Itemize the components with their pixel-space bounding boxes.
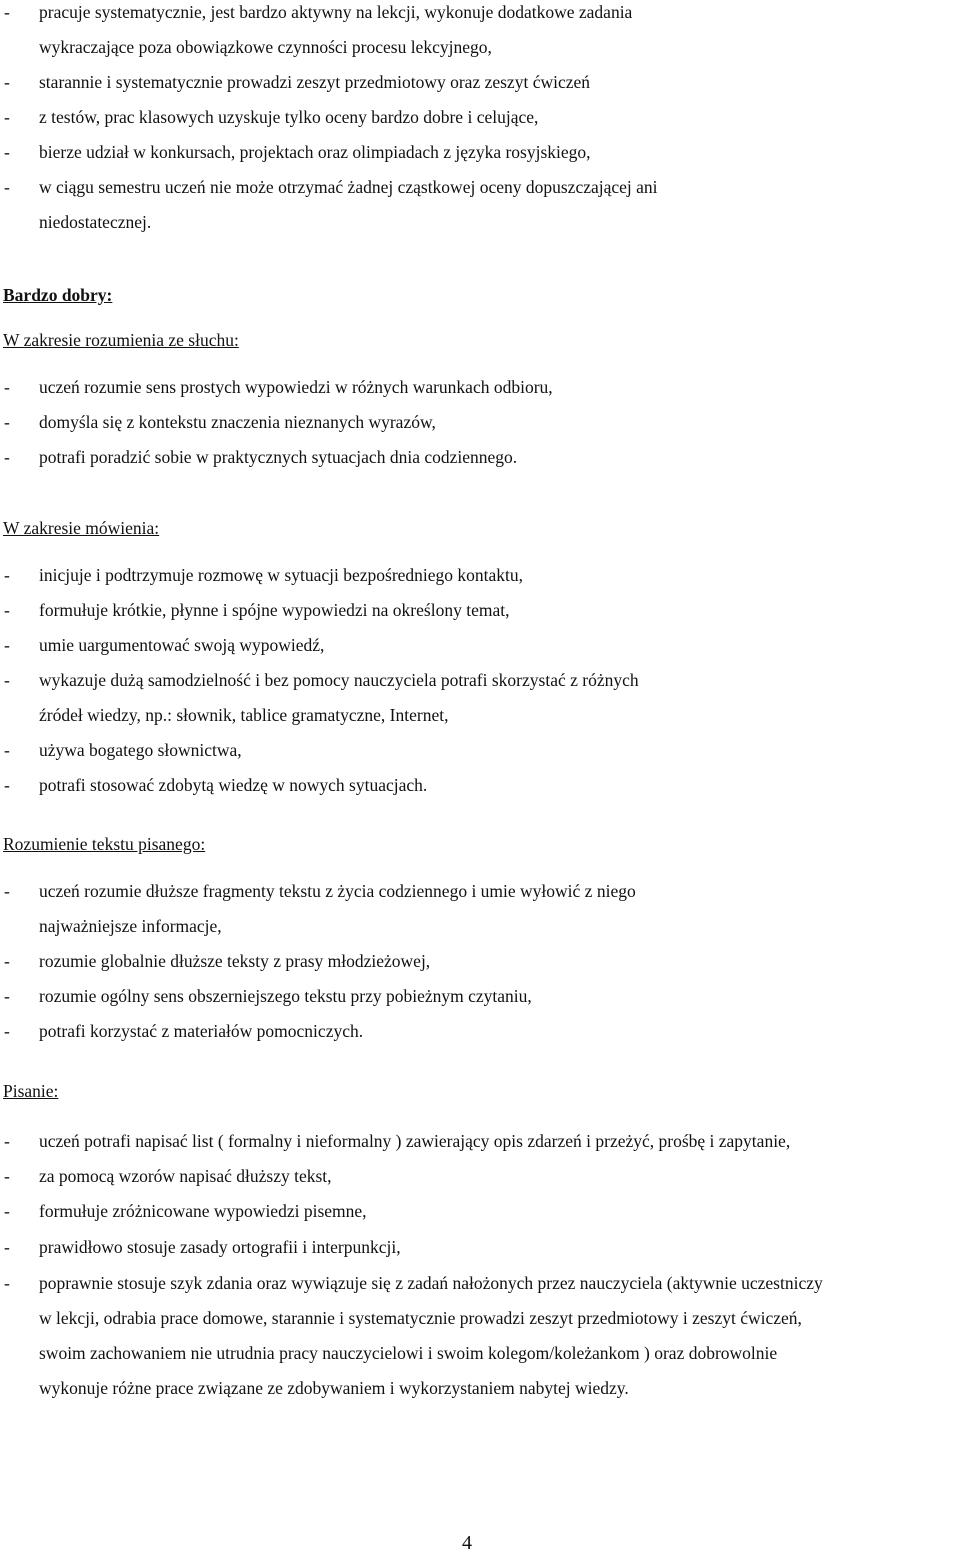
- list-item-line: formułuje zróżnicowane wypowiedzi pisemne,: [39, 1201, 367, 1221]
- list-item-line: używa bogatego słownictwa,: [39, 740, 242, 760]
- list-item-line: poprawnie stosuje szyk zdania oraz wywiązuje się z zadań nałożonych przez nauczyciela (aktywnie uczestniczy: [39, 1273, 823, 1293]
- bullet-dash: -: [4, 107, 10, 127]
- bullet-dash: -: [4, 1273, 10, 1293]
- list-item-line: za pomocą wzorów napisać dłuższy tekst,: [39, 1166, 332, 1186]
- bullet-dash: -: [4, 177, 10, 197]
- list-item-line: potrafi stosować zdobytą wiedzę w nowych sytuacjach.: [39, 775, 428, 795]
- page-number: 4: [462, 1532, 472, 1554]
- bullet-dash: -: [4, 1237, 10, 1257]
- bullet-dash: -: [4, 2, 10, 22]
- list-item-line: formułuje krótkie, płynne i spójne wypowiedzi na określony temat,: [39, 600, 510, 620]
- bullet-dash: -: [4, 775, 10, 795]
- bullet-dash: -: [4, 377, 10, 397]
- list-item-line: wykazuje dużą samodzielność i bez pomocy nauczyciela potrafi skorzystać z różnych: [39, 670, 639, 690]
- list-item-line: uczeń rozumie dłuższe fragmenty tekstu z życia codziennego i umie wyłowić z niego: [39, 881, 636, 901]
- section-heading: Rozumienie tekstu pisanego:: [3, 834, 206, 854]
- list-item-line: w ciągu semestru uczeń nie może otrzymać żadnej cząstkowej oceny dopuszczającej ani: [39, 177, 658, 197]
- list-item-line: najważniejsze informacje,: [39, 916, 222, 936]
- bullet-dash: -: [4, 72, 10, 92]
- list-item-line: wykraczające poza obowiązkowe czynności procesu lekcyjnego,: [39, 37, 492, 57]
- list-item-line: wykonuje różne prace związane ze zdobywaniem i wykorzystaniem nabytej wiedzy.: [39, 1378, 629, 1398]
- bullet-dash: -: [4, 142, 10, 162]
- bullet-dash: -: [4, 412, 10, 432]
- list-item-line: źródeł wiedzy, np.: słownik, tablice gramatyczne, Internet,: [39, 705, 449, 725]
- list-item-line: potrafi korzystać z materiałów pomocniczych.: [39, 1021, 364, 1041]
- list-item-line: potrafi poradzić sobie w praktycznych sytuacjach dnia codziennego.: [39, 447, 518, 467]
- list-item-line: rozumie ogólny sens obszerniejszego tekstu przy pobieżnym czytaniu,: [39, 986, 532, 1006]
- section-heading: W zakresie rozumienia ze słuchu:: [3, 330, 239, 350]
- bullet-dash: -: [4, 951, 10, 971]
- section-heading: W zakresie mówienia:: [3, 518, 160, 538]
- bullet-dash: -: [4, 986, 10, 1006]
- grade-heading: Bardzo dobry:: [3, 285, 113, 305]
- bullet-dash: -: [4, 447, 10, 467]
- list-item-line: swoim zachowaniem nie utrudnia pracy nauczycielowi i swoim kolegom/koleżankom ) oraz dobrowolnie: [39, 1343, 778, 1363]
- list-item-line: z testów, prac klasowych uzyskuje tylko oceny bardzo dobre i celujące,: [39, 107, 539, 127]
- bullet-dash: -: [4, 881, 10, 901]
- bullet-dash: -: [4, 1166, 10, 1186]
- list-item-line: umie uargumentować swoją wypowiedź,: [39, 635, 325, 655]
- bullet-dash: -: [4, 1021, 10, 1041]
- list-item-line: w lekcji, odrabia prace domowe, starannie i systematycznie prowadzi zeszyt przedmiotowy i zeszyt ćwiczeń,: [39, 1308, 802, 1328]
- list-item-line: uczeń potrafi napisać list ( formalny i nieformalny ) zawierający opis zdarzeń i przeżyć, prośbę i zapytanie,: [39, 1131, 791, 1151]
- list-item-line: pracuje systematycznie, jest bardzo aktywny na lekcji, wykonuje dodatkowe zadania: [39, 2, 633, 22]
- list-item-line: rozumie globalnie dłuższe teksty z prasy młodzieżowej,: [39, 951, 431, 971]
- section-heading: Pisanie:: [3, 1081, 59, 1101]
- list-item-line: bierze udział w konkursach, projektach oraz olimpiadach z języka rosyjskiego,: [39, 142, 591, 162]
- bullet-dash: -: [4, 1131, 10, 1151]
- list-item-line: inicjuje i podtrzymuje rozmowę w sytuacji bezpośredniego kontaktu,: [39, 565, 524, 585]
- bullet-dash: -: [4, 635, 10, 655]
- list-item-line: uczeń rozumie sens prostych wypowiedzi w różnych warunkach odbioru,: [39, 377, 553, 397]
- list-item-line: starannie i systematycznie prowadzi zeszyt przedmiotowy oraz zeszyt ćwiczeń: [39, 72, 591, 92]
- bullet-dash: -: [4, 740, 10, 760]
- bullet-dash: -: [4, 600, 10, 620]
- bullet-dash: -: [4, 1201, 10, 1221]
- list-item-line: domyśla się z kontekstu znaczenia nieznanych wyrazów,: [39, 412, 436, 432]
- list-item-line: niedostatecznej.: [39, 212, 152, 232]
- bullet-dash: -: [4, 565, 10, 585]
- list-item-line: prawidłowo stosuje zasady ortografii i interpunkcji,: [39, 1237, 401, 1257]
- bullet-dash: -: [4, 670, 10, 690]
